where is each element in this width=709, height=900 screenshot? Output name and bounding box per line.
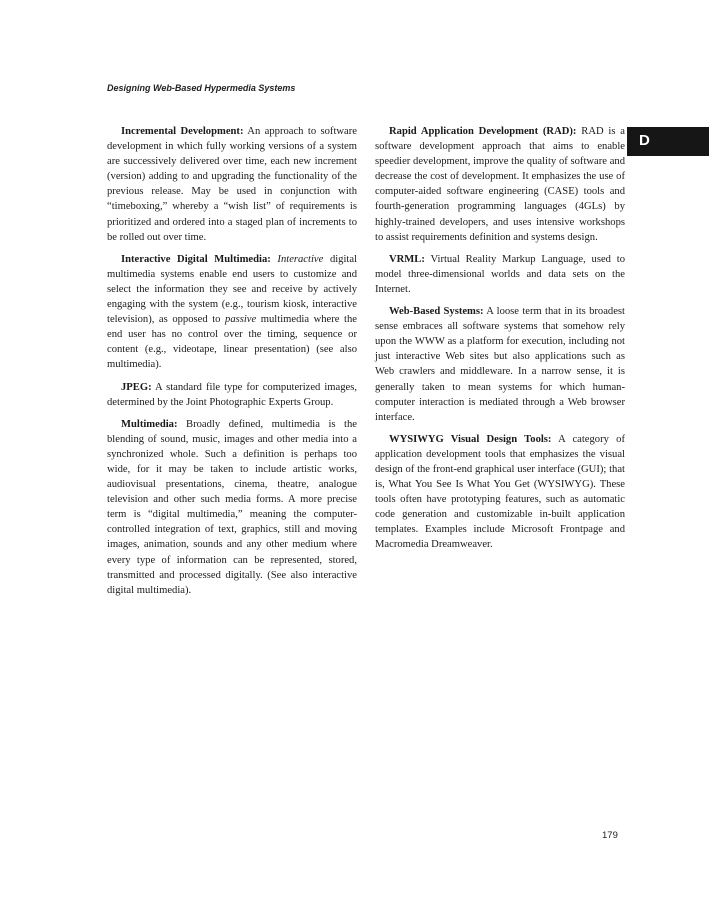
- glossary-term: Rapid Application Development (RAD):: [389, 126, 577, 137]
- section-tab: [627, 127, 709, 156]
- glossary-definition: digital multimedia systems enable end users to customize and select the information they see and receive by actively engaging with the system (e.g., tourism kiosk, interactive television), as opposed to: [107, 253, 358, 326]
- glossary-definition: Broadly defined, multimedia is the blending of sound, music, images and other media into a synchronized whole. Such a definition is perhaps too wide, for it may be taken to include artistic works, audiovisual presentations, cinema, theatre, analogue television and other such media forms. A more precise term is “digital multimedia,” meaning the computer-controlled integration of text, graphics, still and moving images, animation, sounds and any other medium where every type of information can be represented, stored, transmitted and processed digitally. (See also interactive digital multimedia).: [107, 418, 357, 596]
- glossary-definition: A category of application development tools that emphasizes the visual design of the front-end graphical user interface (GUI); that is, What You See Is What You Get (WYSIWYG). These tools often have prototyping features, such as automatic code generation and customizable in-built application templates. Examples include Microsoft Frontpage and Macromedia Dreamweaver.: [375, 433, 625, 551]
- glossary-term: JPEG:: [121, 381, 152, 393]
- glossary-entry-interactive-digital-multimedia: [107, 252, 357, 373]
- glossary-term: Incremental Development:: [121, 126, 244, 137]
- glossary-definition: An approach to software development in which fully working versions of a system are successively delivered over time, each new increment (version) adding to and upgrading the functionality of the previous release. May be used in conjunction with “timeboxing,” whereby a “wish list” of requirements is prioritized and ordered into a staged plan of increments to be rolled out over time.: [107, 126, 357, 243]
- glossary-term: Interactive Digital Multimedia:: [121, 253, 271, 265]
- glossary-definition: A loose term that in its broadest sense embraces all software systems that somehow rely upon the WWW as a platform for execution, including not just interactive Web sites but also applications such as Web crawlers and middleware. In a narrow sense, it is generally taken to mean systems for which human-computer interaction is mediated through a Web browser interface.: [375, 306, 625, 423]
- glossary-term: WYSIWYG Visual Design Tools:: [389, 433, 552, 445]
- page-number: 179: [602, 830, 618, 841]
- glossary-entry-wysiwyg: [375, 432, 625, 553]
- glossary-definition-cont: multimedia where the end user has no control over the timing, sequence or content (e.g., videotape, linear presentation) (see also multimedia).: [107, 314, 357, 371]
- glossary-term: Multimedia:: [121, 418, 178, 430]
- glossary-italic-word: passive: [225, 314, 257, 326]
- glossary-entry-web-based-systems: [375, 304, 625, 425]
- glossary-term: VRML:: [389, 253, 425, 265]
- left-column: [107, 124, 357, 605]
- glossary-definition: Virtual Reality Markup Language, used to model three-dimensional worlds and data sets on the Internet.: [375, 253, 625, 295]
- running-head: Designing Web-Based Hypermedia Systems: [107, 83, 296, 93]
- glossary-definition: A standard file type for computerized images, determined by the Joint Photographic Experts Group.: [107, 381, 357, 408]
- section-tab-letter: D: [639, 132, 650, 149]
- glossary-entry-multimedia: [107, 417, 357, 598]
- glossary-definition: RAD is a software development approach that aims to enable speedier development, improve the quality of software and decrease the cost of development. It emphasizes the use of computer-aided software engineering (CASE) tools and fourth-generation programming languages (4GLs) by highly-trained developers, and uses intensive workshops to assist requirements definition and systems design.: [375, 126, 625, 243]
- glossary-entry-jpeg: [107, 380, 357, 410]
- right-column: [375, 124, 625, 560]
- glossary-italic-lead: Interactive: [277, 253, 324, 265]
- glossary-term: Web-Based Systems:: [389, 306, 484, 318]
- glossary-entry-incremental-development: [107, 124, 357, 245]
- glossary-entry-rad: [375, 124, 625, 245]
- glossary-entry-vrml: [375, 252, 625, 297]
